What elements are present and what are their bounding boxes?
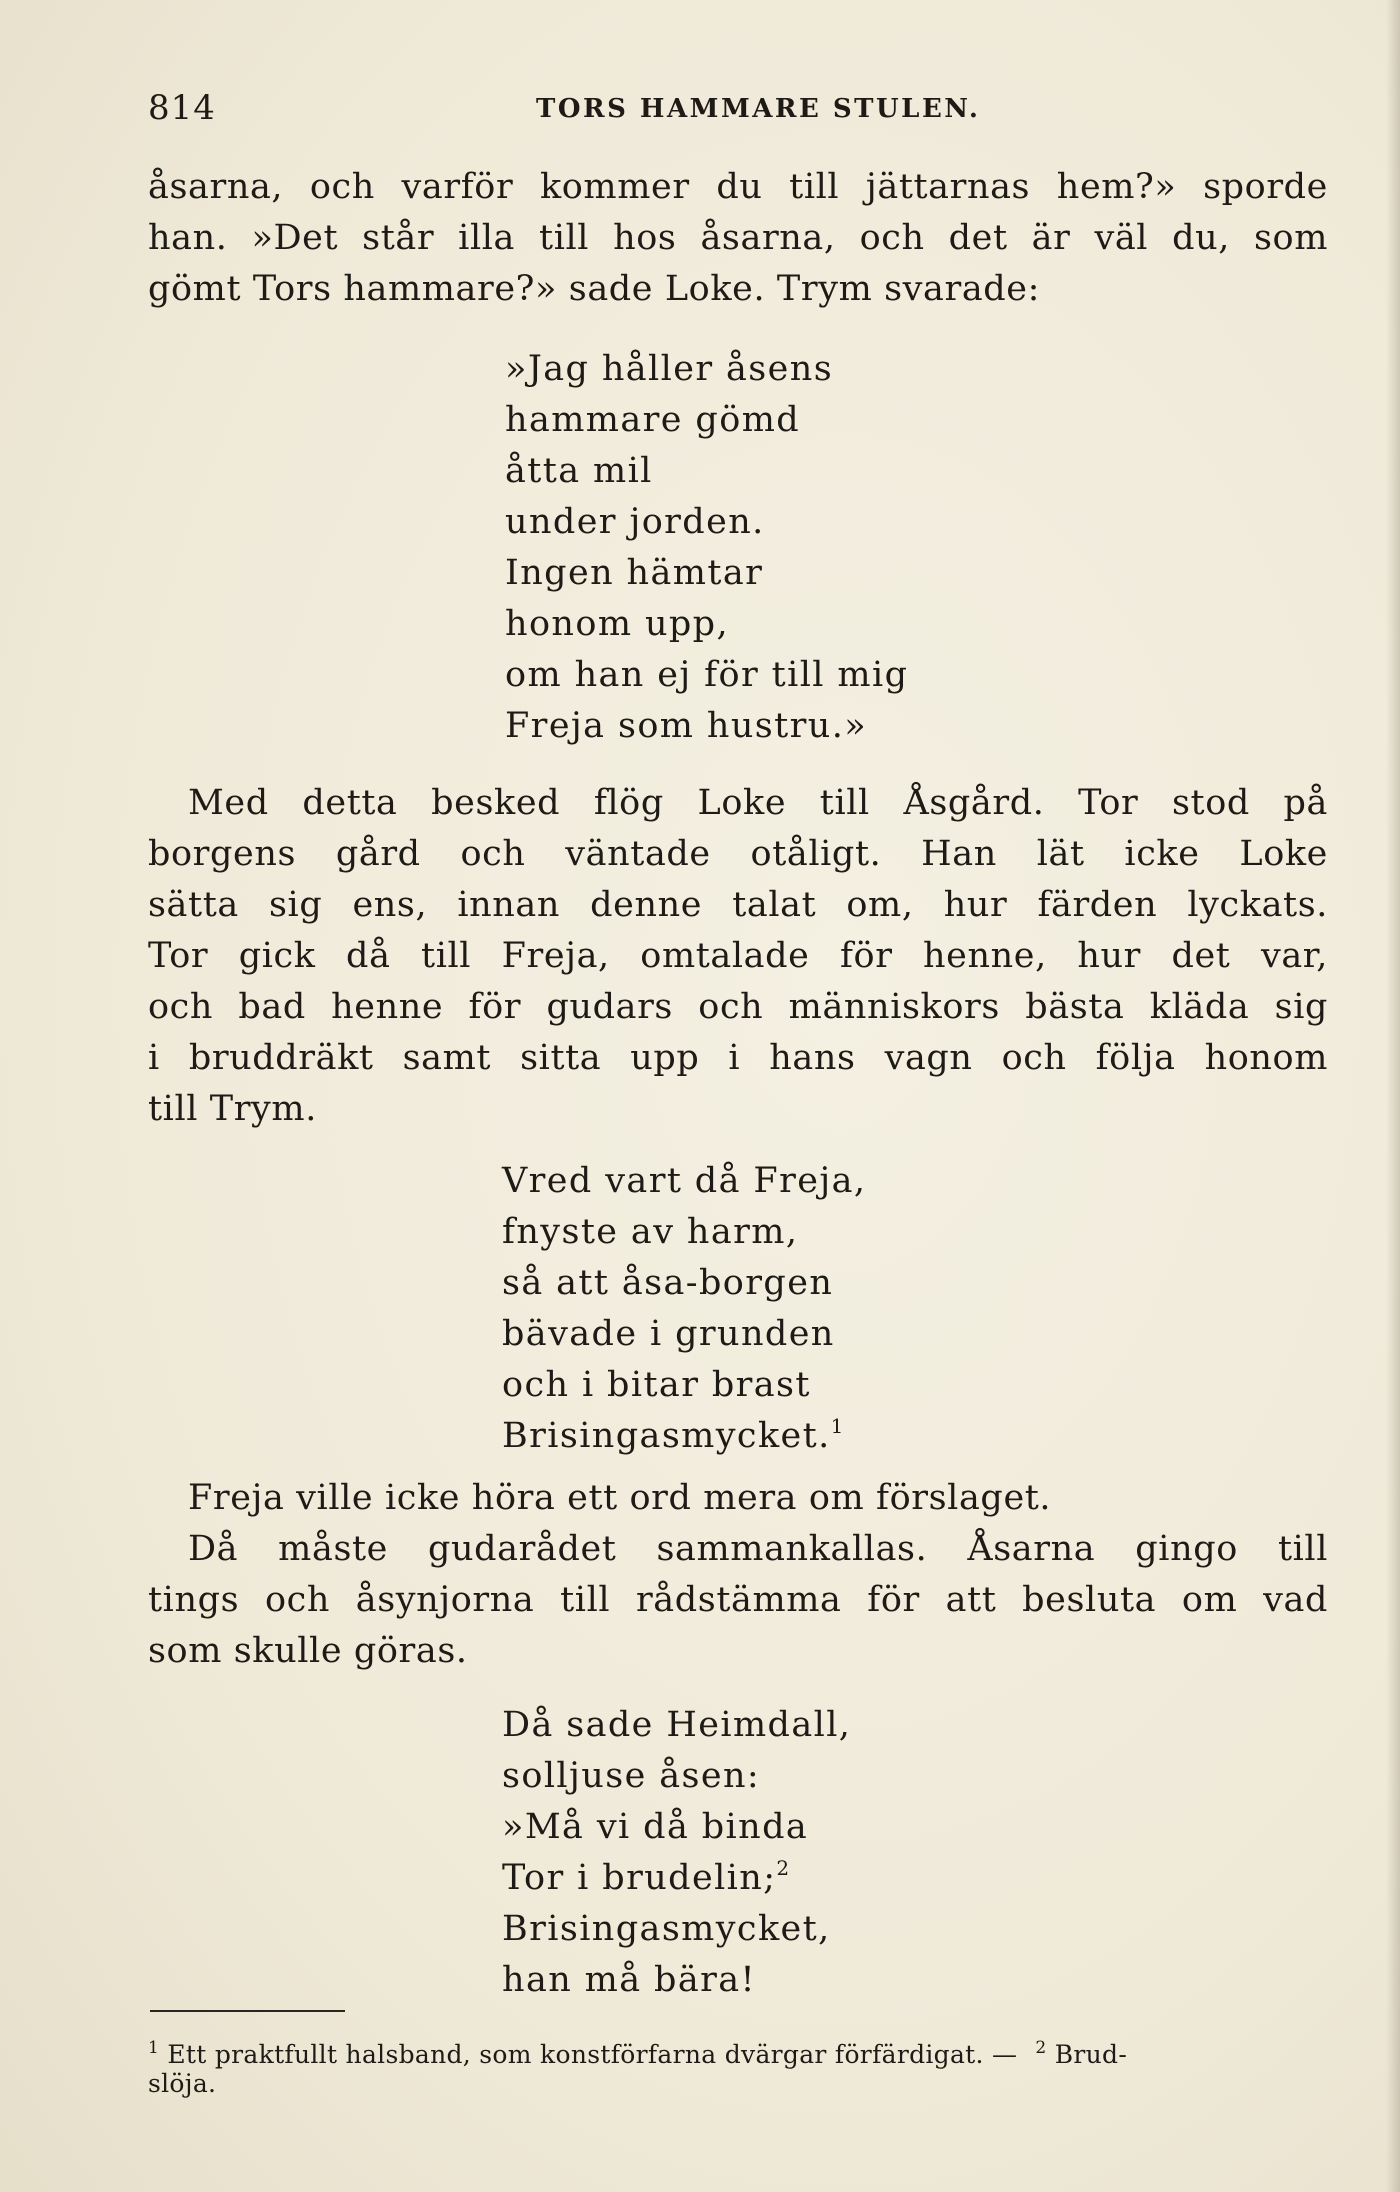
verse-line: och i bitar brast [502,1365,811,1405]
verse-line: Vred vart då Freja, [502,1161,867,1201]
verse-line [502,1411,845,1461]
footnote-text: Ett praktfullt halsband, som konstförfarna dvärgar förfärdigat. — [167,2040,1018,2069]
page-edge-shadow [1386,0,1400,2192]
footnote-divider [150,2010,345,2012]
paragraph-line: i bruddräkt samt sitta upp i hans vagn och följa honom [148,1038,1328,1078]
paragraph-line: borgens gård och väntade otåligt. Han lät icke Loke [148,834,1328,874]
footnote-mark: 1 [148,2038,160,2058]
verse-line: bävade i grunden [502,1314,835,1354]
verse-line: hammare gömd [505,400,801,440]
footnote-reference: 2 [776,1856,791,1880]
running-head: TORS HAMMARE STULEN. [536,94,981,124]
verse-line: så att åsa-borgen [502,1263,834,1303]
footnote-reference: 1 [830,1414,845,1438]
paragraph-line: åsarna, och varför kommer du till jättarnas hem?» sporde [148,167,1328,207]
paragraph-line: tings och åsynjorna till rådstämma för att besluta om vad [148,1580,1328,1620]
verse-line: Freja som hustru.» [505,706,868,746]
verse-line: han må bära! [502,1960,756,2000]
verse-line: Ingen hämtar [505,553,764,593]
paragraph-line: gömt Tors hammare?» sade Loke. Trym svarade: [148,269,1041,309]
paragraph-line: till Trym. [148,1089,317,1129]
verse-line [502,1853,791,1903]
paragraph-line: som skulle göras. [148,1631,468,1671]
page-number: 814 [148,88,216,128]
verse-line: Brisingasmycket, [502,1909,831,1949]
verse-line-text: Brisingasmycket. [502,1416,831,1456]
paragraph-line: och bad henne för gudars och människors bästa kläda sig [148,987,1328,1027]
footnote-mark: 2 [1035,2038,1047,2058]
paragraph-line: sätta sig ens, innan denne talat om, hur färden lyckats. [148,885,1328,925]
verse-line: åtta mil [505,451,653,491]
verse-line: Då sade Heimdall, [502,1705,852,1745]
verse-line: honom upp, [505,604,730,644]
verse-line: under jorden. [505,502,765,542]
footnote-text: Brud- [1054,2040,1128,2069]
verse-line: »Må vi då binda [502,1807,809,1847]
paragraph-line: Tor gick då till Freja, omtalade för henne, hur det var, [148,936,1328,976]
paragraph-line: Med detta besked flög Loke till Åsgård. Tor stod på [188,783,1328,823]
footnote-line: slöja. [148,2069,217,2098]
paragraph-line: Då måste gudarådet sammankallas. Åsarna gingo till [188,1529,1328,1569]
page-header [148,88,1328,134]
verse-line: solljuse åsen: [502,1756,761,1796]
footnote-line [148,2030,1328,2069]
verse-line-text: Tor i brudelin; [502,1858,777,1898]
verse-line: om han ej för till mig [505,655,909,695]
verse-line: »Jag håller åsens [505,349,834,389]
paragraph-line: Freja ville icke höra ett ord mera om förslaget. [188,1478,1052,1518]
verse-line: fnyste av harm, [502,1212,799,1252]
paragraph-line: han. »Det står illa till hos åsarna, och det är väl du, som [148,218,1328,258]
